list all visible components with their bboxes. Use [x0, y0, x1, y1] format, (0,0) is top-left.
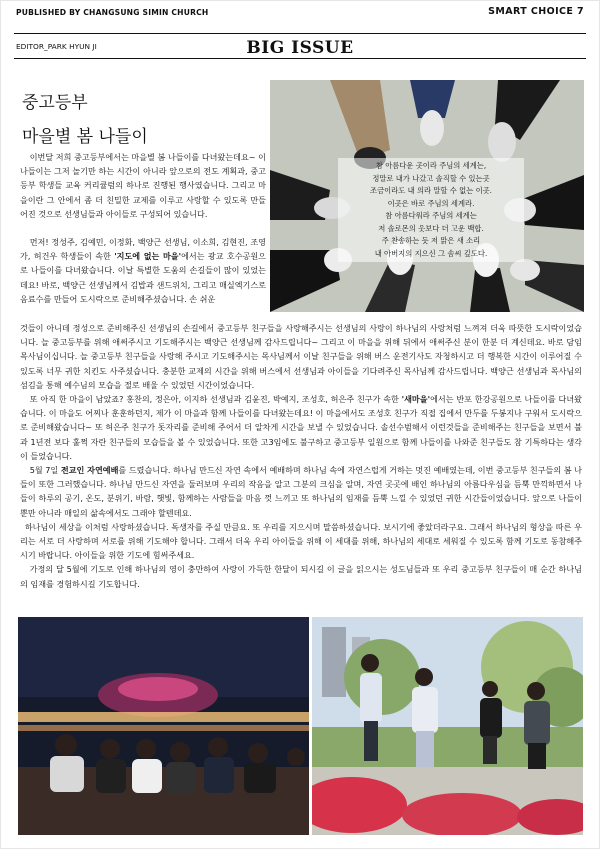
article-title-line2: 마을별 봄 나들이	[22, 127, 148, 147]
big-issue-heading: BIG ISSUE	[246, 38, 354, 58]
park-group-photo	[312, 617, 583, 835]
paragraph-prayer: 하나님이 세상을 이처럼 사랑하셨습니다. 독생자를 주실 만큼요. 또 우리를 지으시며 말씀하셨습니다. 보시기에 좋았더라구요. 그래서 하나님의 형상을 따른 우리는 서로 더 사랑하며 서로를 위해 기도해야 합니다. 그래서 더욱 우리 아이들을 위해 이 세대를 위해, 하나님의 세대로 세워질 수 있도록 함께 기도로 동참해주시기 바랍니다. 아이들을 위한 기도에 힘써주세요.	[20, 521, 582, 561]
publisher-label: PUBLISHED BY CHANGSUNG SIMIN CHURCH	[16, 8, 209, 17]
park-group-illustration	[312, 617, 583, 835]
header-rule	[14, 33, 586, 34]
text-run: 에서는 반포 한강공원으로 나들이를 다녀왔습니다. 이 마을도 어찌나 훈훈하던지, 제가 이 마을과 함께 나들이를 다녀왔는데요! 이 마을에서도 조성호 친구가 직접 집에서 만두를 두봉지나 구워서 도시락으로 준비해왔습니다~ 또 허은주 친구가 돗자리를 준비해 주어서 더 알차게 시간을 보낼 수 있었습니다. 솔선수범해서 이런것들을 준비해주는 친구들을 보면서 불과 1년전 보다 훌쩍 자란 친구들의 모습들을 볼 수 있었습니다. 또한 고3임에도 불구하고 중고등부 일원으로 함께 나들이를 나와준 친구들도 참 기특하다는 생각이 들었습니다.	[20, 394, 583, 461]
paragraph-village2	[20, 392, 582, 463]
article-intro	[20, 150, 266, 221]
section-rule	[14, 58, 586, 59]
article-body-full	[20, 321, 582, 591]
caption-line: 정말로 내가 나갔고 솔직할 수 있는곳	[372, 173, 490, 183]
worship-name-bold: 전교인 자연예배	[60, 465, 119, 476]
paragraph-closing: 가정의 달 5월에 기도로 인해 하나님의 영이 충만하여 사랑이 가득한 한달이 되시길 이 글을 읽으시는 성도님들과 또 우리 중고등부 친구들이 매 순간 하나님의 임재를 경험하시길 기도합니다.	[20, 564, 582, 589]
caption-line: 참 아름다운 곳이라 주님의 세계는,	[375, 161, 487, 170]
text-run: 또 아직 한 마을이 남았죠? 홍찬의, 정은아, 이지하 선생님과 김윤진, 박예지, 조성호, 허은주 친구가 속한	[29, 394, 402, 405]
paragraph-village1	[20, 235, 266, 306]
paragraph-worship	[20, 463, 582, 520]
text-run: 에서는 광교 호수공원으로 나들이를 다녀왔습니다. 이날 특별한 도움의 손길들이 많이 있었는데요! 바로, 백양근 선생님께서 김밥과 샌드위치, 그리고 매실엑기스로 음료수를 만들어 도시락으로 준비해주셨습니다. 손 쉬운	[20, 251, 266, 304]
article-title-line1: 중고등부	[22, 93, 88, 113]
editor-label: EDITOR_PARK HYUN JI	[16, 42, 97, 51]
caption-line: 참 아름다워라 주님의 세계는	[385, 211, 477, 220]
section-label: SMART CHOICE 7	[488, 6, 584, 17]
text-run: 를 드렸습니다. 하나님 만드신 자연 속에서 예배하며 하나님 속에 자연스럽게 거하는 멋진 예배였는데, 이번 중고등부 친구들의 봄 나들이 또한 그러했습니다. 하나님 만드신 자연을 둘러보며 우리의 작음을 알고 그분의 크심을 알며, 자연 곳곳에 배인 하나님의 아름다우심을 듬뿍 만끽하면서 나들이 하루의 공기, 온도, 분위기, 바람, 햇빛, 함께하는 사람들을 마음 껏 느끼고 또 하나님의 임재를 듬뿍 느낄 수 있었던 귀한 시간들이었습니다. 앞으로 나들이 뿐만 아니라 매일의 삶속에서도 그래야 할텐데요.	[20, 465, 582, 518]
caption-line: 조금이라도 내 의라 말할 수 없는 이곳.	[370, 186, 492, 195]
night-group-photo	[18, 617, 309, 835]
caption-line: 이곳은 바로 주님의 세계라.	[387, 198, 475, 208]
village-name-bold: '지도에 없는 마을'	[114, 251, 182, 262]
paragraph-intro: 이번달 저희 중고등부에서는 마을별 봄 나들이를 다녀왔는데요~ 이 나들이는 그저 놀기만 하는 시간이 아니라 앞으로의 전도 계획과, 중고등부 학생들 교육 커리큘럼의 하나로 진행된 행사였습니다. 그리고 마을이란 그 안에서 좀 더 친밀한 교제를 이루고 사랑할 수 있도록 만들어진 것으로 선생님들과 아이들로 구성되어 있습니다.	[20, 152, 266, 219]
text-run: 5월 7일	[29, 465, 61, 476]
village-name-bold: '새마을'	[401, 394, 431, 405]
article-title	[22, 86, 148, 154]
caption-line: 저 솔로몬의 옷보다 더 고운 백합.	[378, 223, 484, 233]
night-group-illustration	[18, 617, 309, 835]
article-body	[20, 235, 582, 306]
caption-line: 내 아버지의 지으신 그 솜씨 깊도다.	[374, 248, 488, 258]
text-run: 먼저! 정성주, 김예민, 이정화, 백양근 선생님, 이소희, 김현진, 조영가, 허건우 학생들이 속한	[20, 237, 266, 262]
caption-line: 주 찬송하는 듯 저 맑은 새 소리	[381, 236, 481, 245]
paragraph-village1-cont: 것들이 아니데 정성으로 준비해주신 선생님의 손길에서 중고등부 친구들을 사랑해주시는 선생님의 사랑이 하나님의 사랑처럼 느껴져 더욱 따뜻한 도시락이었습니다. 늘 중고등부를 위해 애써주시고 기도해주시는 백양근 선생님께 감사드립니다~ 그리고 이 마을을 위해 뒤에서 애써주신 분이 한분 더 계신데요. 바로 담임 목사님이십니다. 늘 중고등부 친구들을 사랑해 주시고 기도해주시는 목사님께서 이날 친구들을 위해 버스 운전기사도 자청하시고 더 행복한 시간이 이루어질 수 있도록 너무 귀한 치킨도 사주셨습니다. 충분한 교제의 시간을 위해 버스에서 선생님과 아이들을 기다려주신 목사님께 감사드립니다. 백양근 선생님과 목사님의 섬김을 통해 예수님의 모습을 절로 배울 수 있었던 시간이었습니다.	[20, 323, 582, 390]
